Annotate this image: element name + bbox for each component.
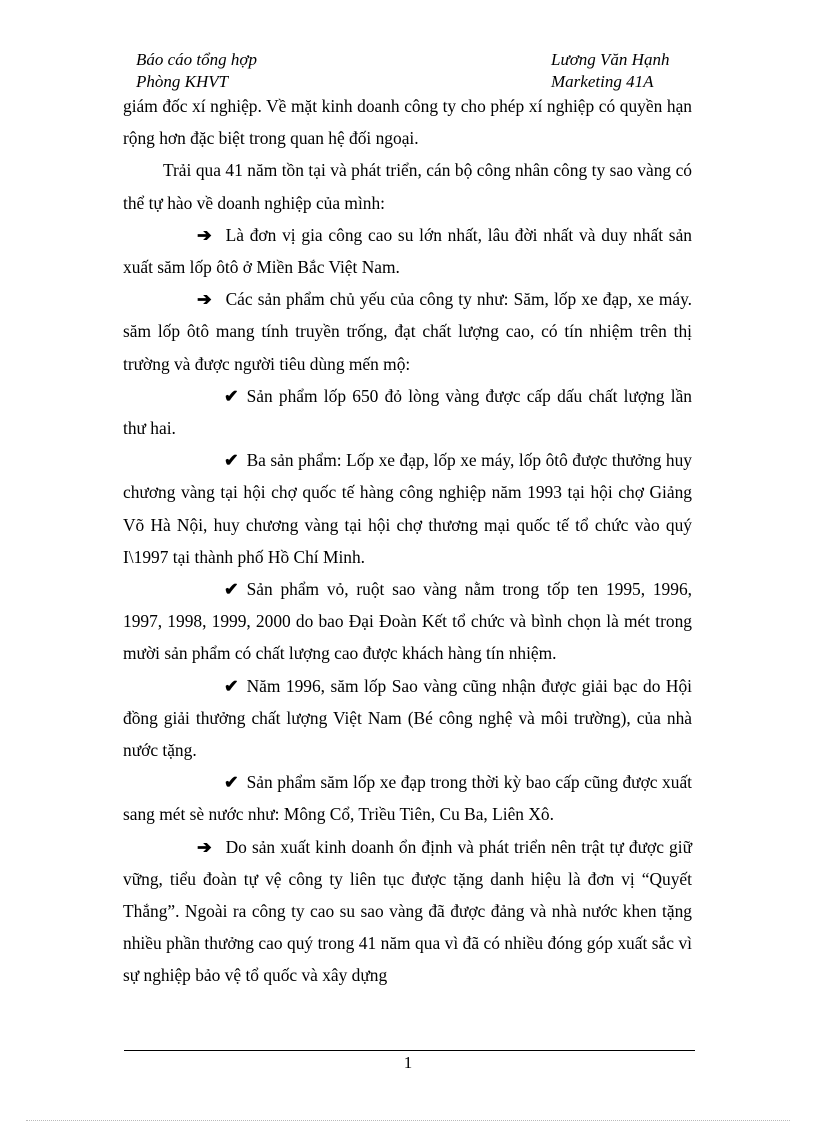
header-right — [551, 49, 669, 93]
department-name: Phòng KHVT — [136, 72, 229, 91]
author-name: Lương Văn Hạnh — [551, 50, 670, 69]
checkmark-icon: ✔ — [224, 579, 239, 600]
document-body — [123, 90, 692, 992]
checkmark-icon: ✔ — [224, 450, 239, 471]
report-title: Báo cáo tổng hợp — [136, 50, 257, 69]
bullet-paragraph — [123, 831, 692, 992]
bullet-paragraph — [123, 219, 692, 283]
bullet-paragraph — [123, 283, 692, 380]
page-edge-dotted-line — [26, 1120, 790, 1121]
paragraph — [123, 154, 692, 218]
arrow-icon: ➔ — [197, 836, 212, 857]
header-left — [136, 49, 257, 93]
paragraph-text: Ba sản phẩm: Lốp xe đạp, lốp xe máy, lốp ôtô được thưởng huy chương vàng tại hội chợ quốc tế hàng công nghiệp năm 1993 tại hội chợ Giảng Võ Hà Nội, huy chương vàng tại hội chợ thương mại quốc tế tổ chức vào quý I\1997 tại thành phố Hồ Chí Minh. — [123, 450, 692, 567]
paragraph-text: Sản phẩm vỏ, ruột sao vàng nằm trong tốp ten 1995, 1996, 1997, 1998, 1999, 2000 do bao Đại Đoàn Kết tổ chức và bình chọn là mét trong mười sản phẩm có chất lượng cao được khách hàng tín nhiệm. — [123, 579, 692, 664]
check-paragraph — [123, 573, 692, 670]
checkmark-icon: ✔ — [224, 675, 239, 696]
arrow-icon: ➔ — [197, 289, 212, 310]
arrow-icon: ➔ — [197, 224, 212, 245]
paragraph — [123, 90, 692, 154]
paragraph-text: Các sản phẩm chủ yếu của công ty như: Săm, lốp xe đạp, xe máy. săm lốp ôtô mang tính truyền trống, đạt chất lượng cao, có tín nhiệm trên thị trường và được người tiêu dùng mến mộ: — [123, 289, 692, 374]
paragraph-text: Năm 1996, săm lốp Sao vàng cũng nhận được giải bạc do Hội đồng giải thưởng chất lượng Việt Nam (Bé công nghệ và môi trường), của nhà nước tặng. — [123, 675, 692, 761]
author-class: Marketing 41A — [551, 72, 654, 91]
checkmark-icon: ✔ — [224, 772, 239, 793]
check-paragraph — [123, 670, 692, 767]
footer-rule — [124, 1050, 695, 1051]
check-paragraph — [123, 444, 692, 573]
paragraph-text: giám đốc xí nghiệp. Về mặt kinh doanh công ty cho phép xí nghiệp có quyền hạn rộng hơn đặc biệt trong quan hệ đối ngoại. — [123, 96, 692, 149]
check-paragraph — [123, 766, 692, 830]
paragraph-text: Trải qua 41 năm tồn tại và phát triển, cán bộ công nhân công ty sao vàng có thể tự hào về doanh nghiệp của mình: — [123, 160, 692, 213]
check-paragraph — [123, 380, 692, 444]
paragraph-text: Là đơn vị gia công cao su lớn nhất, lâu đời nhất và duy nhất sản xuất săm lốp ôtô ở Miền Bắc Việt Nam. — [123, 224, 692, 278]
paragraph-text: Sản phẩm lốp 650 đỏ lòng vàng được cấp dấu chất lượng lần thư hai. — [123, 385, 692, 439]
checkmark-icon: ✔ — [224, 385, 239, 406]
paragraph-text: Sản phẩm săm lốp xe đạp trong thời kỳ bao cấp cũng được xuất sang mét sè nước như: Mông Cổ, Triều Tiên, Cu Ba, Liên Xô. — [123, 772, 692, 825]
page-number: 1 — [403, 1053, 413, 1072]
paragraph-text: Do sản xuất kinh doanh ổn định và phát triển nên trật tự được giữ vững, tiểu đoàn tự vệ công ty liên tục được tặng danh hiệu là đơn vị “Quyết Thắng”. Ngoài ra công ty cao su sao vàng đã được đảng và nhà nước khen tặng nhiều phần thưởng cao quý trong 41 năm qua vì đã có nhiều đóng góp xuất sắc vì sự nghiệp bảo vệ tổ quốc và xây dựng — [123, 836, 692, 986]
